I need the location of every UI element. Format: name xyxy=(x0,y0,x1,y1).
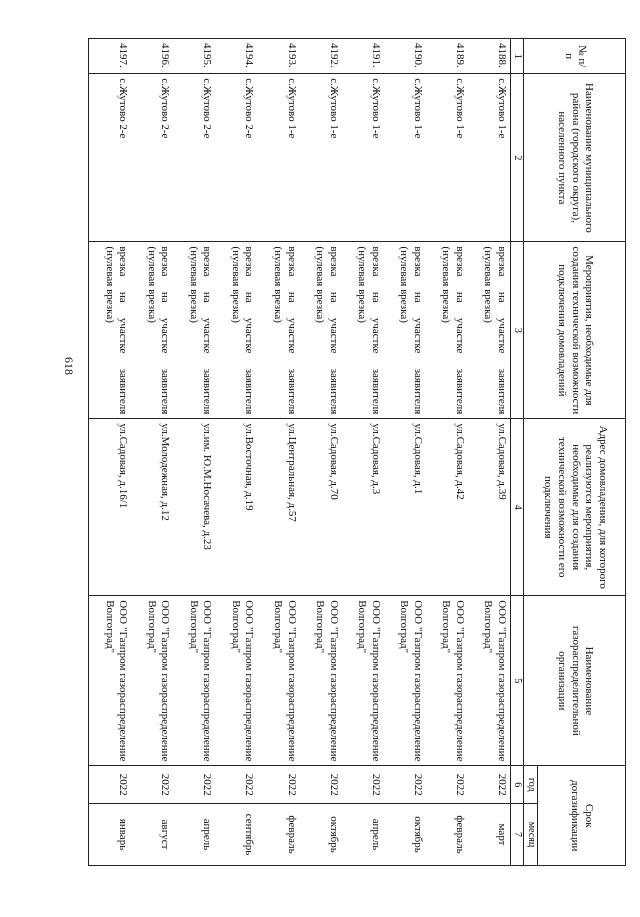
org-cell: ООО "Газпром газораспределение Волгоград" xyxy=(215,596,257,766)
column-number: 6 xyxy=(511,766,525,804)
month-cell: февраль xyxy=(257,804,299,866)
works-cell: врезка на участке заявителя (нулевая врезка) xyxy=(300,242,342,419)
works-cell: врезка на участке заявителя (нулевая врезка) xyxy=(426,242,468,419)
org-cell: ООО "Газпром газораспределение Волгоград" xyxy=(89,596,132,766)
works-cell: врезка на участке заявителя (нулевая врезка) xyxy=(89,242,132,419)
settlement-cell: с.Жутово 1-е xyxy=(384,74,426,242)
org-cell: ООО "Газпром газораспределение Волгоград" xyxy=(173,596,215,766)
header-address: Адрес домовладения, для которого реализуются мероприятия, необходимые для создания технической возможности его подключения xyxy=(524,419,626,596)
month-cell: сентябрь xyxy=(215,804,257,866)
year-cell: 2022 xyxy=(89,766,132,804)
row-number: 4191. xyxy=(342,39,384,74)
row-number: 4190. xyxy=(384,39,426,74)
year-cell: 2022 xyxy=(173,766,215,804)
address-cell: ул.Молодежная, д.12 xyxy=(131,419,173,596)
org-cell: ООО "Газпром газораспределение Волгоград" xyxy=(426,596,468,766)
header-month: месяц xyxy=(524,804,538,866)
year-cell: 2022 xyxy=(131,766,173,804)
rotated-page xyxy=(88,38,626,866)
header-works: Мероприятия, необходимые для создания технической возможности подключения домовладений xyxy=(524,242,626,419)
table-row xyxy=(173,39,215,866)
month-cell: август xyxy=(131,804,173,866)
works-cell: врезка на участке заявителя (нулевая врезка) xyxy=(257,242,299,419)
header-term: Срок догазификации xyxy=(538,766,626,866)
table-row xyxy=(89,39,132,866)
works-cell: врезка на участке заявителя (нулевая врезка) xyxy=(173,242,215,419)
table-row xyxy=(426,39,468,866)
works-cell: врезка на участке заявителя (нулевая врезка) xyxy=(342,242,384,419)
settlement-cell: с.Жутово 2-е xyxy=(89,74,132,242)
org-cell: ООО "Газпром газораспределение Волгоград" xyxy=(257,596,299,766)
row-number: 4193. xyxy=(257,39,299,74)
year-cell: 2022 xyxy=(384,766,426,804)
address-cell: ул.Садовая, д.39 xyxy=(468,419,511,596)
works-cell: врезка на участке заявителя (нулевая врезка) xyxy=(468,242,511,419)
gasification-table xyxy=(88,38,626,866)
table-row xyxy=(257,39,299,866)
month-cell: март xyxy=(468,804,511,866)
year-cell: 2022 xyxy=(426,766,468,804)
row-number: 4192. xyxy=(300,39,342,74)
header-district: Наименование муниципального района (городского округа), населенного пункта xyxy=(524,74,626,242)
column-number: 4 xyxy=(511,419,525,596)
row-number: 4188. xyxy=(468,39,511,74)
year-cell: 2022 xyxy=(300,766,342,804)
row-number: 4194. xyxy=(215,39,257,74)
settlement-cell: с.Жутово 1-е xyxy=(257,74,299,242)
month-cell: январь xyxy=(89,804,132,866)
settlement-cell: с.Жутово 1-е xyxy=(426,74,468,242)
header-num: № п/п xyxy=(524,39,626,74)
org-cell: ООО "Газпром газораспределение Волгоград" xyxy=(468,596,511,766)
column-number: 7 xyxy=(511,804,525,866)
address-cell: ул.Садовая, д.3 xyxy=(342,419,384,596)
address-cell: ул.Садовая, д.70 xyxy=(300,419,342,596)
year-cell: 2022 xyxy=(215,766,257,804)
table-row xyxy=(300,39,342,866)
column-number: 3 xyxy=(511,242,525,419)
address-cell: ул.Центральная, д.57 xyxy=(257,419,299,596)
row-number: 4195. xyxy=(173,39,215,74)
table-row xyxy=(342,39,384,866)
org-cell: ООО "Газпром газораспределение Волгоград" xyxy=(384,596,426,766)
address-cell: ул.Садовая, д.42 xyxy=(426,419,468,596)
org-cell: ООО "Газпром газораспределение Волгоград" xyxy=(342,596,384,766)
column-number: 1 xyxy=(511,39,525,74)
settlement-cell: с.Жутово 1-е xyxy=(300,74,342,242)
row-number: 4189. xyxy=(426,39,468,74)
year-cell: 2022 xyxy=(342,766,384,804)
works-cell: врезка на участке заявителя (нулевая врезка) xyxy=(384,242,426,419)
settlement-cell: с.Жутово 1-е xyxy=(342,74,384,242)
month-cell: октябрь xyxy=(384,804,426,866)
address-cell: ул.Садовая, д.16/1 xyxy=(89,419,132,596)
settlement-cell: с.Жутово 1-е xyxy=(468,74,511,242)
works-cell: врезка на участке заявителя (нулевая врезка) xyxy=(215,242,257,419)
org-cell: ООО "Газпром газораспределение Волгоград" xyxy=(300,596,342,766)
page-number: 618 xyxy=(62,357,76,375)
works-cell: врезка на участке заявителя (нулевая врезка) xyxy=(131,242,173,419)
year-cell: 2022 xyxy=(257,766,299,804)
address-cell: ул.Восточная, д.19 xyxy=(215,419,257,596)
row-number: 4197. xyxy=(89,39,132,74)
header-year: год xyxy=(524,766,538,804)
settlement-cell: с.Жутово 2-е xyxy=(215,74,257,242)
org-cell: ООО "Газпром газораспределение Волгоград" xyxy=(131,596,173,766)
address-cell: ул.Садовая, д.1 xyxy=(384,419,426,596)
table-row xyxy=(131,39,173,866)
settlement-cell: с.Жутово 2-е xyxy=(173,74,215,242)
row-number: 4196. xyxy=(131,39,173,74)
settlement-cell: с.Жутово 2-е xyxy=(131,74,173,242)
table-row xyxy=(215,39,257,866)
month-cell: апрель xyxy=(173,804,215,866)
month-cell: апрель xyxy=(342,804,384,866)
table-body xyxy=(89,39,511,866)
address-cell: ул.им. Ю.М.Носачева, д.23 xyxy=(173,419,215,596)
month-cell: февраль xyxy=(426,804,468,866)
month-cell: октябрь xyxy=(300,804,342,866)
header-org: Наименование газораспределительной организации xyxy=(524,596,626,766)
table-row xyxy=(384,39,426,866)
column-number: 2 xyxy=(511,74,525,242)
table-row xyxy=(468,39,511,866)
column-number: 5 xyxy=(511,596,525,766)
year-cell: 2022 xyxy=(468,766,511,804)
